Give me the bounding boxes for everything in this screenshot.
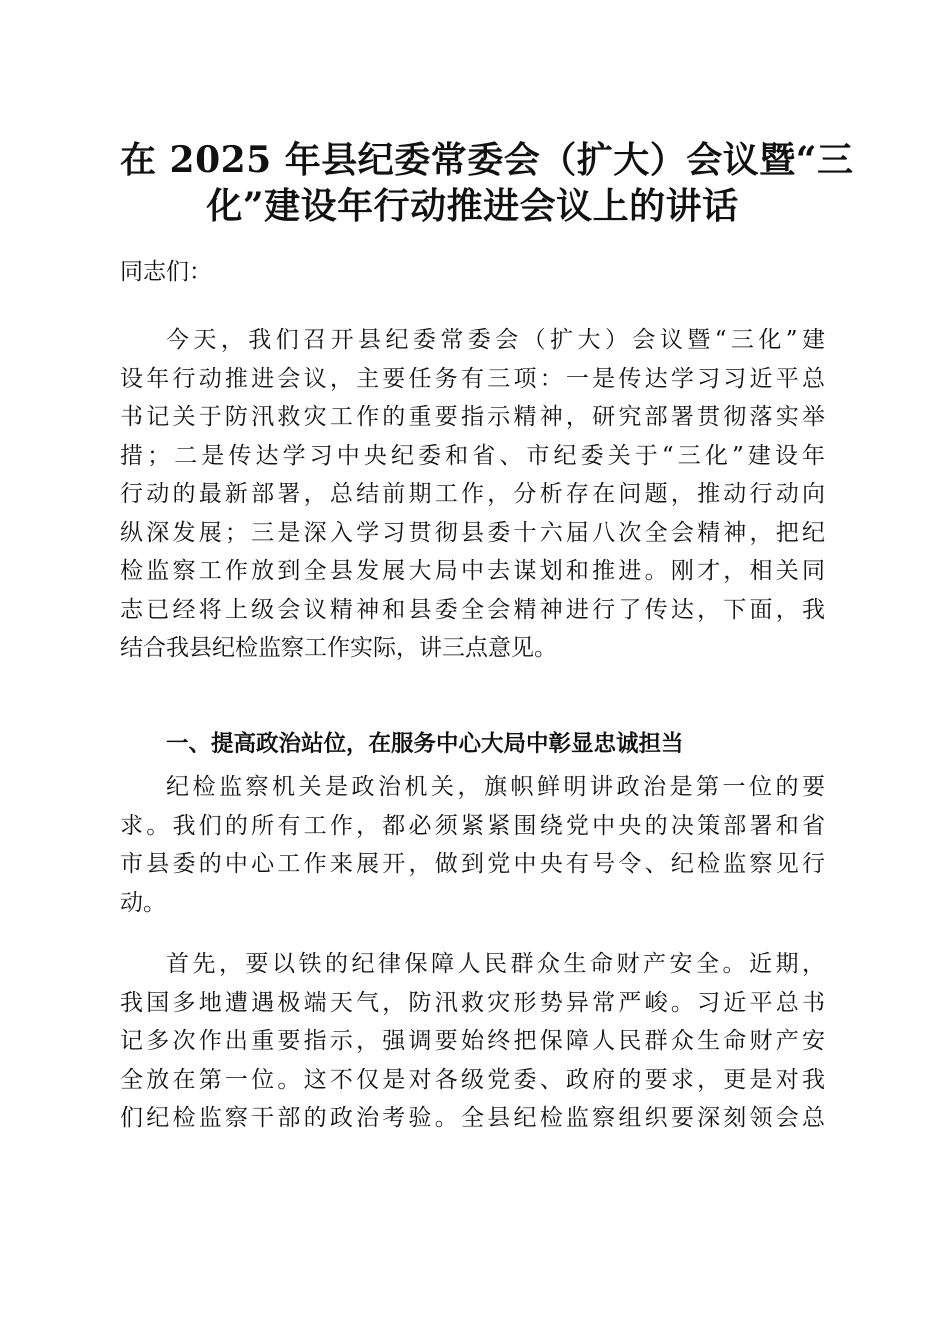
title-line: 在 2025 年县纪委常委会（扩大）会议暨“三 [120, 139, 854, 181]
salutation: 同志们： [120, 259, 212, 285]
paragraph-line: 记多次作出重要指示，强调要始终把保障人民群众生命财产安 [120, 1028, 825, 1054]
paragraph-line: 结合我县纪检监察工作实际，讲三点意见。 [120, 635, 557, 661]
paragraph-line: 书记关于防汛救灾工作的重要指示精神，研究部署贯彻落实举 [120, 404, 825, 430]
paragraph-line: 设年行动推进会议，主要任务有三项：一是传达学习习近平总 [120, 365, 825, 392]
paragraph-line: 首先，要以铁的纪律保障人民群众生命财产安全。近期， [166, 951, 825, 977]
paragraph-line: 求。我们的所有工作，都必须紧紧围绕党中央的决策部署和省 [120, 812, 825, 839]
paragraph-line: 动。 [120, 889, 166, 916]
section-heading: 一、提高政治站位，在服务中心大局中彰显忠诚担当 [166, 731, 684, 757]
paragraph-intro [120, 321, 825, 668]
document-title [120, 137, 854, 229]
paragraph-line: 全放在第一位。这不仅是对各级党委、政府的要求，更是对我 [120, 1066, 825, 1093]
paragraph-line: 我国多地遭遇极端天气，防汛救灾形势异常严峻。习近平总书 [120, 989, 825, 1016]
paragraph-line: 措；二是传达学习中央纪委和省、市纪委关于“三化”建设年 [120, 442, 825, 469]
paragraph-line: 们纪检监察干部的政治考验。全县纪检监察组织要深刻领会总 [120, 1105, 825, 1131]
paragraph-line: 行动的最新部署，总结前期工作，分析存在问题，推动行动向 [120, 481, 825, 507]
paragraph-flood-relief [120, 945, 825, 1138]
title-line: 化”建设年行动推进会议上的讲话 [206, 185, 739, 227]
paragraph-line: 市县委的中心工作来展开，做到党中央有号令、纪检监察见行 [120, 851, 825, 877]
paragraph-line: 志已经将上级会议精神和县委全会精神进行了传达，下面，我 [120, 596, 825, 623]
paragraph-line: 纵深发展；三是深入学习贯彻县委十六届八次全会精神，把纪 [120, 519, 825, 546]
paragraph-line: 检监察工作放到全县发展大局中去谋划和推进。刚才，相关同 [120, 558, 825, 584]
paragraph-political-organ [120, 768, 825, 922]
paragraph-line: 纪检监察机关是政治机关，旗帜鲜明讲政治是第一位的要 [166, 774, 825, 800]
paragraph-line: 今天，我们召开县纪委常委会（扩大）会议暨“三化”建 [166, 327, 825, 353]
